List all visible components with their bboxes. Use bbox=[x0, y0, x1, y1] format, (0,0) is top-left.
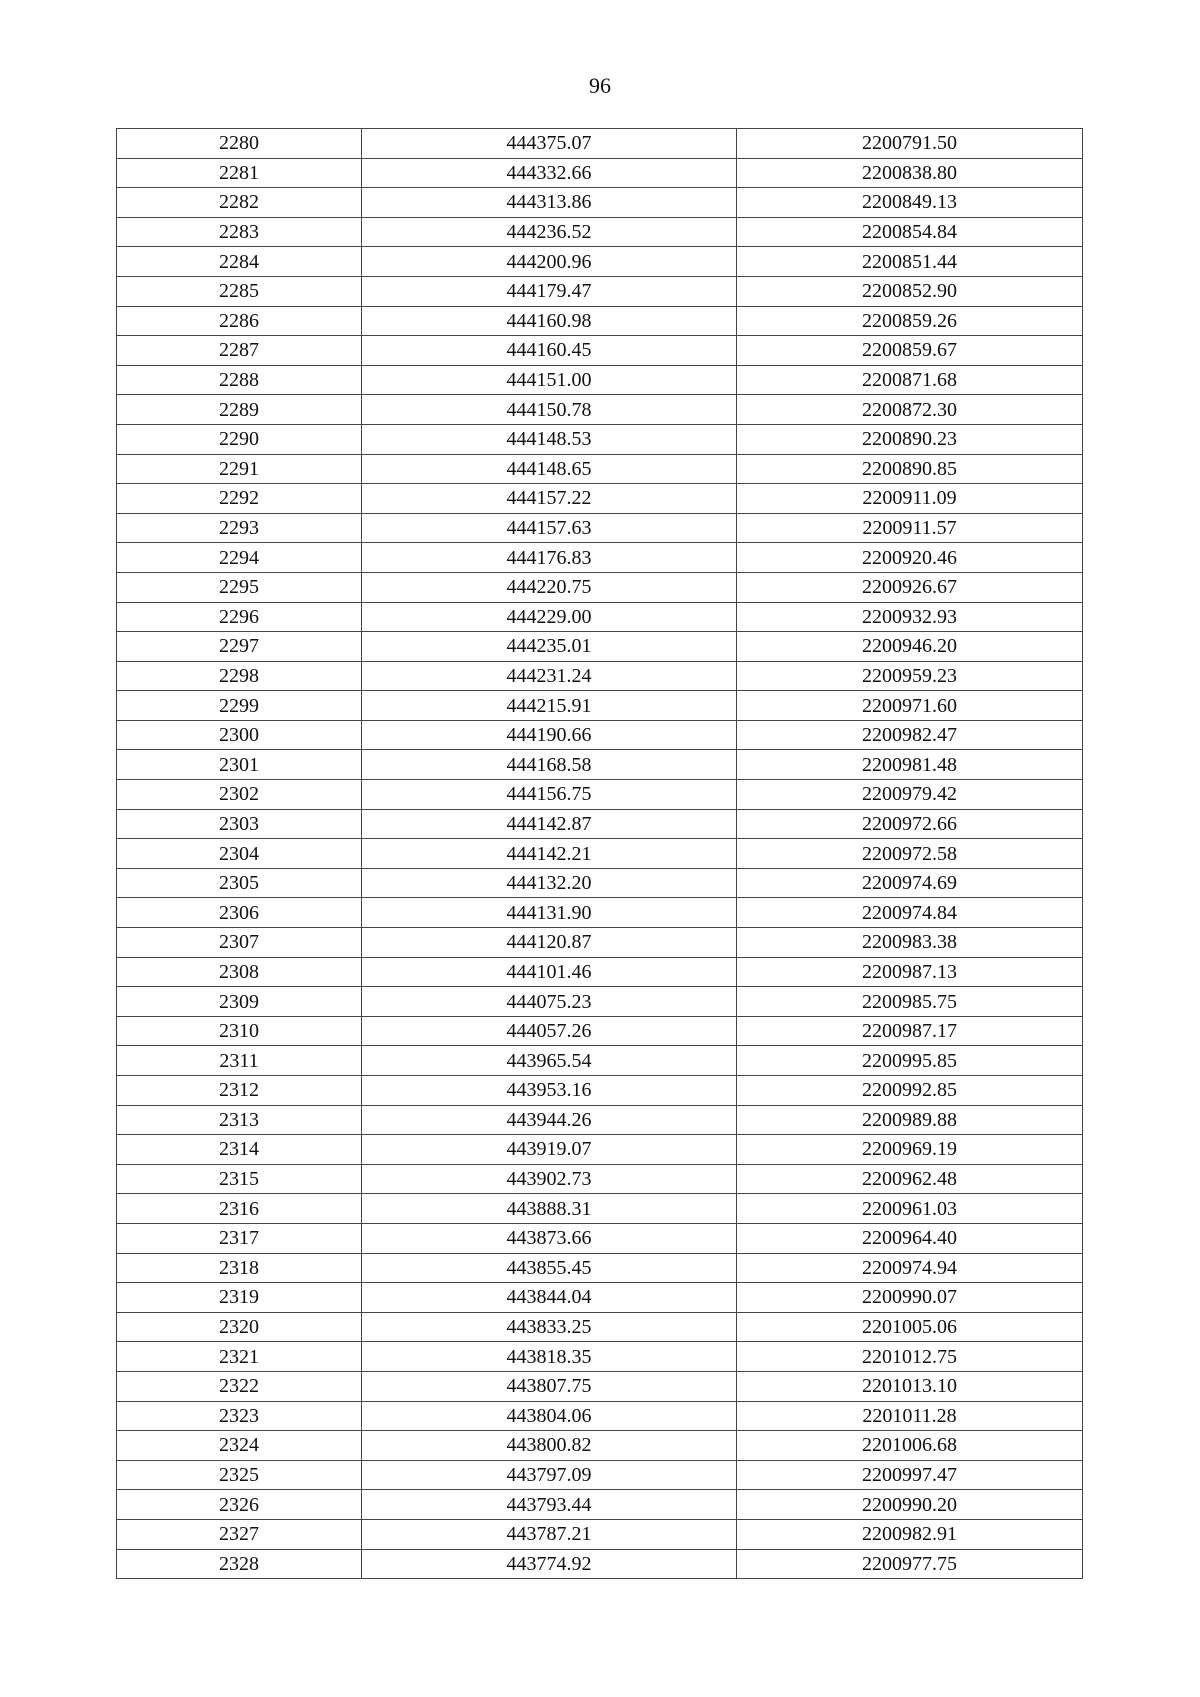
table-row bbox=[117, 1490, 1083, 1520]
y-coordinate-cell: 2200961.03 bbox=[737, 1194, 1083, 1224]
x-coordinate-cell: 444229.00 bbox=[362, 602, 737, 632]
y-coordinate-cell: 2200854.84 bbox=[737, 217, 1083, 247]
y-coordinate-cell: 2200987.17 bbox=[737, 1016, 1083, 1046]
table-row bbox=[117, 1223, 1083, 1253]
y-coordinate-cell: 2200995.85 bbox=[737, 1046, 1083, 1076]
y-coordinate-cell: 2200872.30 bbox=[737, 395, 1083, 425]
y-coordinate-cell: 2200981.48 bbox=[737, 750, 1083, 780]
y-coordinate-cell: 2200920.46 bbox=[737, 543, 1083, 573]
point-number-cell: 2324 bbox=[117, 1431, 362, 1461]
x-coordinate-cell: 444151.00 bbox=[362, 365, 737, 395]
y-coordinate-cell: 2200932.93 bbox=[737, 602, 1083, 632]
table-row bbox=[117, 188, 1083, 218]
table-row bbox=[117, 1076, 1083, 1106]
y-coordinate-cell: 2200946.20 bbox=[737, 632, 1083, 662]
point-number-cell: 2280 bbox=[117, 129, 362, 159]
point-number-cell: 2323 bbox=[117, 1401, 362, 1431]
y-coordinate-cell: 2200838.80 bbox=[737, 158, 1083, 188]
y-coordinate-cell: 2200851.44 bbox=[737, 247, 1083, 277]
x-coordinate-cell: 443888.31 bbox=[362, 1194, 737, 1224]
table-row bbox=[117, 424, 1083, 454]
point-number-cell: 2284 bbox=[117, 247, 362, 277]
y-coordinate-cell: 2200971.60 bbox=[737, 691, 1083, 721]
table-row bbox=[117, 158, 1083, 188]
table-row bbox=[117, 1371, 1083, 1401]
table-row bbox=[117, 898, 1083, 928]
point-number-cell: 2303 bbox=[117, 809, 362, 839]
table-row bbox=[117, 1164, 1083, 1194]
point-number-cell: 2296 bbox=[117, 602, 362, 632]
table-row bbox=[117, 1342, 1083, 1372]
table-body bbox=[117, 129, 1083, 1579]
x-coordinate-cell: 444132.20 bbox=[362, 868, 737, 898]
point-number-cell: 2293 bbox=[117, 513, 362, 543]
x-coordinate-cell: 444168.58 bbox=[362, 750, 737, 780]
y-coordinate-cell: 2201012.75 bbox=[737, 1342, 1083, 1372]
y-coordinate-cell: 2200926.67 bbox=[737, 572, 1083, 602]
x-coordinate-cell: 444220.75 bbox=[362, 572, 737, 602]
table-row bbox=[117, 809, 1083, 839]
x-coordinate-cell: 444160.98 bbox=[362, 306, 737, 336]
x-coordinate-cell: 444179.47 bbox=[362, 276, 737, 306]
x-coordinate-cell: 443844.04 bbox=[362, 1283, 737, 1313]
x-coordinate-cell: 443953.16 bbox=[362, 1076, 737, 1106]
table-row bbox=[117, 1046, 1083, 1076]
y-coordinate-cell: 2201013.10 bbox=[737, 1371, 1083, 1401]
x-coordinate-cell: 443919.07 bbox=[362, 1135, 737, 1165]
y-coordinate-cell: 2200989.88 bbox=[737, 1105, 1083, 1135]
x-coordinate-cell: 444101.46 bbox=[362, 957, 737, 987]
x-coordinate-cell: 443800.82 bbox=[362, 1431, 737, 1461]
point-number-cell: 2322 bbox=[117, 1371, 362, 1401]
point-number-cell: 2321 bbox=[117, 1342, 362, 1372]
point-number-cell: 2281 bbox=[117, 158, 362, 188]
x-coordinate-cell: 444215.91 bbox=[362, 691, 737, 721]
point-number-cell: 2318 bbox=[117, 1253, 362, 1283]
point-number-cell: 2308 bbox=[117, 957, 362, 987]
point-number-cell: 2309 bbox=[117, 987, 362, 1017]
table-row bbox=[117, 691, 1083, 721]
x-coordinate-cell: 444236.52 bbox=[362, 217, 737, 247]
table-row bbox=[117, 365, 1083, 395]
table-row bbox=[117, 395, 1083, 425]
x-coordinate-cell: 444148.53 bbox=[362, 424, 737, 454]
point-number-cell: 2291 bbox=[117, 454, 362, 484]
x-coordinate-cell: 444157.22 bbox=[362, 484, 737, 514]
y-coordinate-cell: 2200977.75 bbox=[737, 1549, 1083, 1579]
y-coordinate-cell: 2200972.58 bbox=[737, 839, 1083, 869]
point-number-cell: 2288 bbox=[117, 365, 362, 395]
table-row bbox=[117, 306, 1083, 336]
table-row bbox=[117, 1105, 1083, 1135]
x-coordinate-cell: 444075.23 bbox=[362, 987, 737, 1017]
x-coordinate-cell: 444142.21 bbox=[362, 839, 737, 869]
point-number-cell: 2307 bbox=[117, 928, 362, 958]
table-row bbox=[117, 1016, 1083, 1046]
table-row bbox=[117, 1549, 1083, 1579]
table-row bbox=[117, 1519, 1083, 1549]
table-row bbox=[117, 632, 1083, 662]
y-coordinate-cell: 2200972.66 bbox=[737, 809, 1083, 839]
x-coordinate-cell: 444156.75 bbox=[362, 780, 737, 810]
table-row bbox=[117, 987, 1083, 1017]
x-coordinate-cell: 443793.44 bbox=[362, 1490, 737, 1520]
y-coordinate-cell: 2200911.57 bbox=[737, 513, 1083, 543]
point-number-cell: 2312 bbox=[117, 1076, 362, 1106]
y-coordinate-cell: 2200982.47 bbox=[737, 720, 1083, 750]
table-row bbox=[117, 868, 1083, 898]
x-coordinate-cell: 443833.25 bbox=[362, 1312, 737, 1342]
point-number-cell: 2314 bbox=[117, 1135, 362, 1165]
y-coordinate-cell: 2200983.38 bbox=[737, 928, 1083, 958]
table-row bbox=[117, 217, 1083, 247]
table-row bbox=[117, 572, 1083, 602]
x-coordinate-cell: 443804.06 bbox=[362, 1401, 737, 1431]
table-row bbox=[117, 1194, 1083, 1224]
table-row bbox=[117, 336, 1083, 366]
x-coordinate-cell: 443965.54 bbox=[362, 1046, 737, 1076]
y-coordinate-cell: 2200962.48 bbox=[737, 1164, 1083, 1194]
point-number-cell: 2302 bbox=[117, 780, 362, 810]
table-row bbox=[117, 1431, 1083, 1461]
y-coordinate-cell: 2200911.09 bbox=[737, 484, 1083, 514]
point-number-cell: 2313 bbox=[117, 1105, 362, 1135]
table-row bbox=[117, 1312, 1083, 1342]
table-row bbox=[117, 454, 1083, 484]
y-coordinate-cell: 2200890.23 bbox=[737, 424, 1083, 454]
x-coordinate-cell: 444157.63 bbox=[362, 513, 737, 543]
point-number-cell: 2319 bbox=[117, 1283, 362, 1313]
x-coordinate-cell: 444057.26 bbox=[362, 1016, 737, 1046]
x-coordinate-cell: 444190.66 bbox=[362, 720, 737, 750]
point-number-cell: 2317 bbox=[117, 1223, 362, 1253]
x-coordinate-cell: 444142.87 bbox=[362, 809, 737, 839]
point-number-cell: 2290 bbox=[117, 424, 362, 454]
table-row bbox=[117, 1460, 1083, 1490]
x-coordinate-cell: 444131.90 bbox=[362, 898, 737, 928]
point-number-cell: 2320 bbox=[117, 1312, 362, 1342]
x-coordinate-cell: 444375.07 bbox=[362, 129, 737, 159]
point-number-cell: 2301 bbox=[117, 750, 362, 780]
x-coordinate-cell: 443902.73 bbox=[362, 1164, 737, 1194]
point-number-cell: 2294 bbox=[117, 543, 362, 573]
x-coordinate-cell: 443855.45 bbox=[362, 1253, 737, 1283]
point-number-cell: 2282 bbox=[117, 188, 362, 218]
y-coordinate-cell: 2200791.50 bbox=[737, 129, 1083, 159]
point-number-cell: 2311 bbox=[117, 1046, 362, 1076]
point-number-cell: 2295 bbox=[117, 572, 362, 602]
table-row bbox=[117, 957, 1083, 987]
x-coordinate-cell: 443873.66 bbox=[362, 1223, 737, 1253]
point-number-cell: 2285 bbox=[117, 276, 362, 306]
x-coordinate-cell: 444120.87 bbox=[362, 928, 737, 958]
x-coordinate-cell: 444313.86 bbox=[362, 188, 737, 218]
point-number-cell: 2297 bbox=[117, 632, 362, 662]
x-coordinate-cell: 443787.21 bbox=[362, 1519, 737, 1549]
table-row bbox=[117, 247, 1083, 277]
y-coordinate-cell: 2200992.85 bbox=[737, 1076, 1083, 1106]
y-coordinate-cell: 2200974.94 bbox=[737, 1253, 1083, 1283]
y-coordinate-cell: 2201006.68 bbox=[737, 1431, 1083, 1461]
x-coordinate-cell: 443797.09 bbox=[362, 1460, 737, 1490]
y-coordinate-cell: 2200985.75 bbox=[737, 987, 1083, 1017]
point-number-cell: 2298 bbox=[117, 661, 362, 691]
table-row bbox=[117, 780, 1083, 810]
y-coordinate-cell: 2200964.40 bbox=[737, 1223, 1083, 1253]
x-coordinate-cell: 444235.01 bbox=[362, 632, 737, 662]
y-coordinate-cell: 2200997.47 bbox=[737, 1460, 1083, 1490]
y-coordinate-cell: 2201005.06 bbox=[737, 1312, 1083, 1342]
point-number-cell: 2292 bbox=[117, 484, 362, 514]
y-coordinate-cell: 2200859.26 bbox=[737, 306, 1083, 336]
point-number-cell: 2326 bbox=[117, 1490, 362, 1520]
x-coordinate-cell: 444231.24 bbox=[362, 661, 737, 691]
x-coordinate-cell: 444200.96 bbox=[362, 247, 737, 277]
x-coordinate-cell: 443774.92 bbox=[362, 1549, 737, 1579]
table-row bbox=[117, 484, 1083, 514]
point-number-cell: 2305 bbox=[117, 868, 362, 898]
table-row bbox=[117, 839, 1083, 869]
point-number-cell: 2327 bbox=[117, 1519, 362, 1549]
point-number-cell: 2310 bbox=[117, 1016, 362, 1046]
y-coordinate-cell: 2200979.42 bbox=[737, 780, 1083, 810]
x-coordinate-cell: 444332.66 bbox=[362, 158, 737, 188]
y-coordinate-cell: 2200990.20 bbox=[737, 1490, 1083, 1520]
x-coordinate-cell: 443818.35 bbox=[362, 1342, 737, 1372]
y-coordinate-cell: 2200890.85 bbox=[737, 454, 1083, 484]
table-row bbox=[117, 513, 1083, 543]
x-coordinate-cell: 444160.45 bbox=[362, 336, 737, 366]
point-number-cell: 2283 bbox=[117, 217, 362, 247]
table-row bbox=[117, 720, 1083, 750]
y-coordinate-cell: 2200959.23 bbox=[737, 661, 1083, 691]
x-coordinate-cell: 444176.83 bbox=[362, 543, 737, 573]
table-row bbox=[117, 928, 1083, 958]
point-number-cell: 2289 bbox=[117, 395, 362, 425]
point-number-cell: 2287 bbox=[117, 336, 362, 366]
y-coordinate-cell: 2200974.84 bbox=[737, 898, 1083, 928]
y-coordinate-cell: 2200852.90 bbox=[737, 276, 1083, 306]
x-coordinate-cell: 443807.75 bbox=[362, 1371, 737, 1401]
table-row bbox=[117, 543, 1083, 573]
point-number-cell: 2300 bbox=[117, 720, 362, 750]
table-row bbox=[117, 1283, 1083, 1313]
y-coordinate-cell: 2200859.67 bbox=[737, 336, 1083, 366]
page-number: 96 bbox=[589, 73, 611, 98]
x-coordinate-cell: 444148.65 bbox=[362, 454, 737, 484]
y-coordinate-cell: 2200969.19 bbox=[737, 1135, 1083, 1165]
y-coordinate-cell: 2200990.07 bbox=[737, 1283, 1083, 1313]
x-coordinate-cell: 444150.78 bbox=[362, 395, 737, 425]
point-number-cell: 2286 bbox=[117, 306, 362, 336]
table-row bbox=[117, 1135, 1083, 1165]
y-coordinate-cell: 2200974.69 bbox=[737, 868, 1083, 898]
point-number-cell: 2299 bbox=[117, 691, 362, 721]
y-coordinate-cell: 2200849.13 bbox=[737, 188, 1083, 218]
point-number-cell: 2316 bbox=[117, 1194, 362, 1224]
table-row bbox=[117, 602, 1083, 632]
y-coordinate-cell: 2200982.91 bbox=[737, 1519, 1083, 1549]
table-row bbox=[117, 276, 1083, 306]
table-row bbox=[117, 661, 1083, 691]
y-coordinate-cell: 2201011.28 bbox=[737, 1401, 1083, 1431]
x-coordinate-cell: 443944.26 bbox=[362, 1105, 737, 1135]
y-coordinate-cell: 2200987.13 bbox=[737, 957, 1083, 987]
point-number-cell: 2315 bbox=[117, 1164, 362, 1194]
y-coordinate-cell: 2200871.68 bbox=[737, 365, 1083, 395]
table-row bbox=[117, 129, 1083, 159]
point-number-cell: 2328 bbox=[117, 1549, 362, 1579]
point-number-cell: 2325 bbox=[117, 1460, 362, 1490]
table-row bbox=[117, 1401, 1083, 1431]
point-number-cell: 2306 bbox=[117, 898, 362, 928]
coordinates-table bbox=[116, 128, 1083, 1579]
table-row bbox=[117, 1253, 1083, 1283]
table-row bbox=[117, 750, 1083, 780]
point-number-cell: 2304 bbox=[117, 839, 362, 869]
